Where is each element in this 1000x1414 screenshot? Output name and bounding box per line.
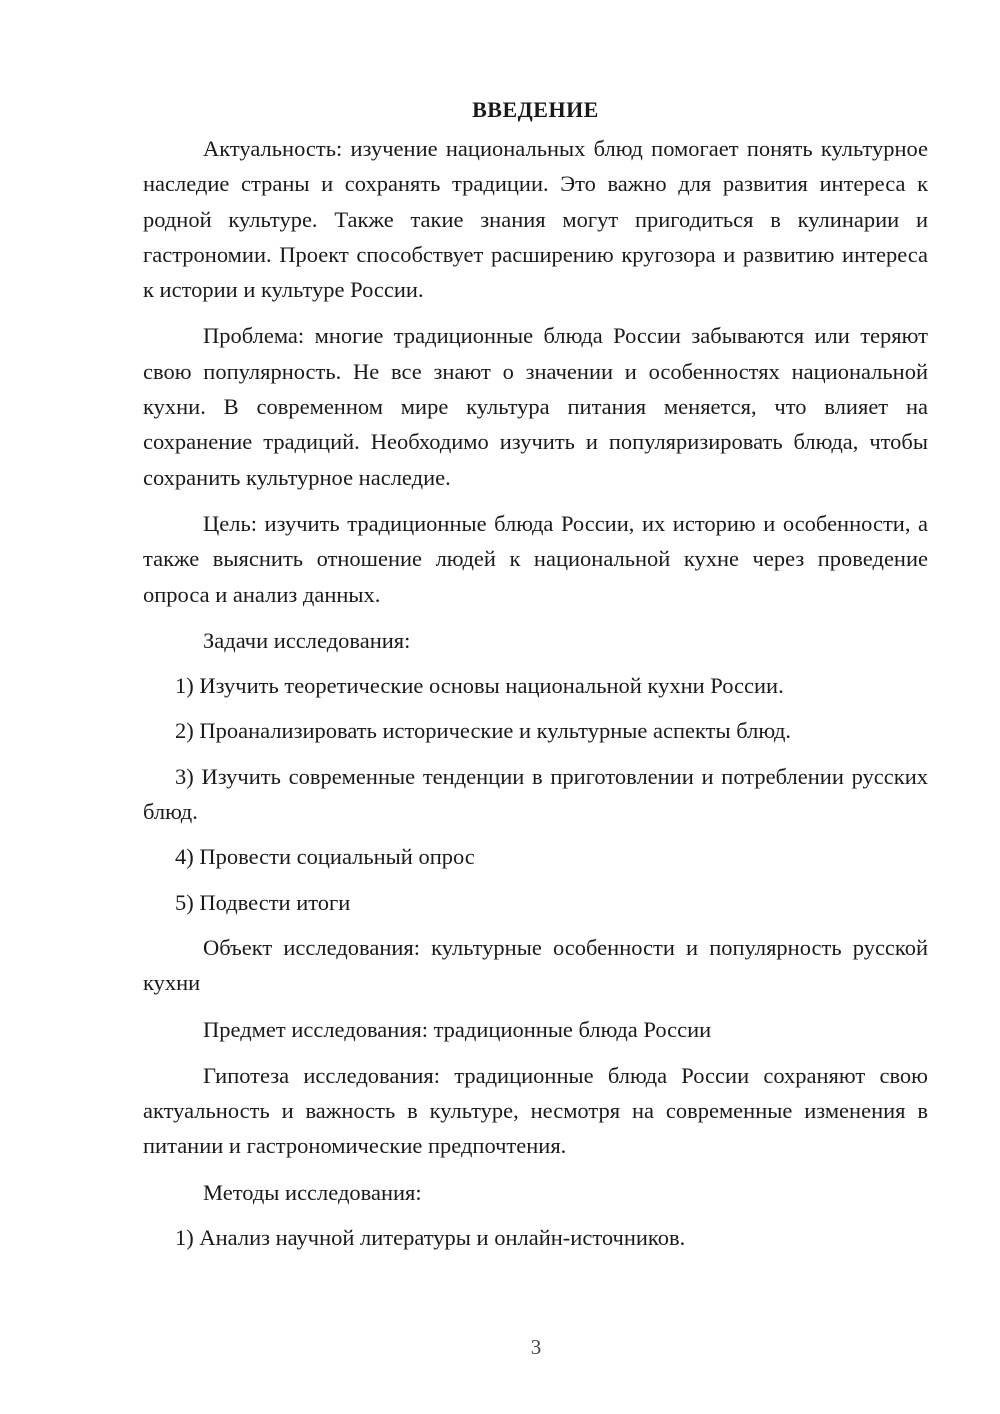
object-paragraph: Объект исследования: культурные особенности и популярность русской кухни	[143, 934, 928, 996]
goal-paragraph: Цель: изучить традиционные блюда России, их историю и особенности, а также выяснить отношение людей к национальной кухне через проведение опроса и анализ данных.	[143, 510, 928, 607]
document-page	[143, 92, 928, 1255]
method-item-1: 1) Анализ научной литературы и онлайн-источников.	[175, 1225, 686, 1251]
tasks-heading: Задачи исследования:	[203, 627, 411, 653]
task-item-2: 2) Проанализировать исторические и культурные аспекты блюд.	[175, 718, 792, 744]
task-item-1: 1) Изучить теоретические основы национальной кухни России.	[175, 673, 784, 699]
task-item-5: 5) Подвести итоги	[175, 889, 351, 915]
methods-heading: Методы исследования:	[203, 1179, 422, 1205]
relevance-paragraph: Актуальность: изучение национальных блюд помогает понять культурное наследие страны и сохранять традиции. Это важно для развития интереса к родной культуре. Также такие знания могут пригодиться в кулинарии и гастрономии. Проект способствует расширению кругозора и развитию интереса к истории и культуре России.	[143, 136, 928, 303]
subject-paragraph: Предмет исследования: традиционные блюда России	[203, 1016, 712, 1042]
page-title: ВВЕДЕНИЕ	[472, 97, 599, 122]
page-number: 3	[530, 1335, 542, 1359]
hypothesis-paragraph: Гипотеза исследования: традиционные блюда России сохраняют свою актуальность и важность в культуре, несмотря на современные изменения в питании и гастрономические предпочтения.	[143, 1062, 928, 1159]
problem-paragraph: Проблема: многие традиционные блюда России забываются или теряют свою популярность. Не все знают о значении и особенностях национальной кухни. В современном мире культура питания меняется, что влияет на сохранение традиций. Необходимо изучить и популяризировать блюда, чтобы сохранить культурное наследие.	[143, 323, 928, 490]
task-item-4: 4) Провести социальный опрос	[175, 844, 475, 870]
task-item-3: 3) Изучить современные тенденции в приготовлении и потреблении русских блюд.	[143, 763, 928, 825]
